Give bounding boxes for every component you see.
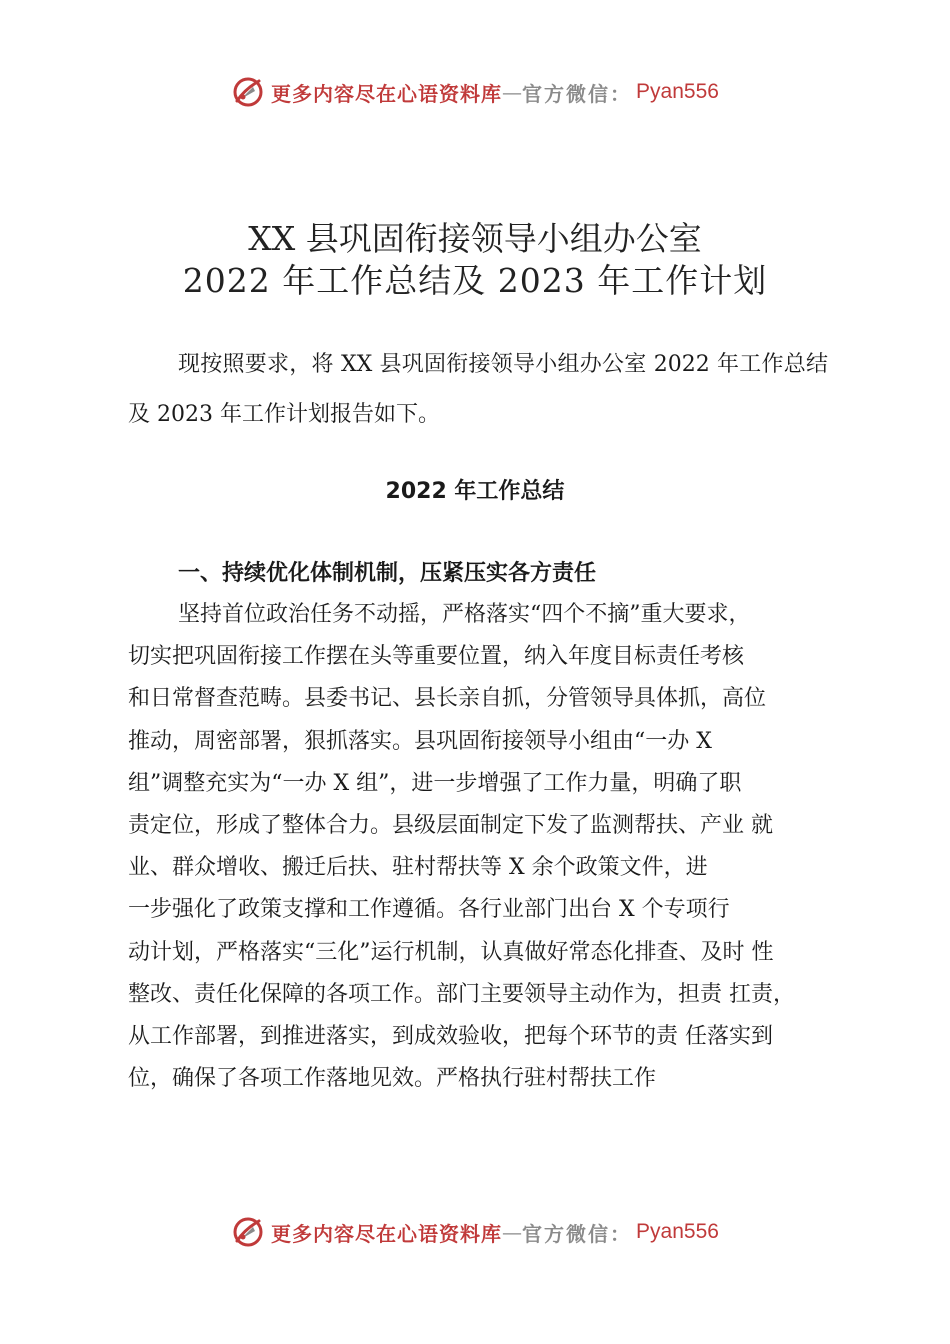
wechat-id: Pyan556 [636, 80, 719, 103]
footer-watermark [0, 1210, 950, 1254]
brush-logo-icon [231, 75, 265, 109]
subsection-body [128, 594, 834, 1100]
body-line: 和日常督查范畴。县委书记、县长亲自抓，分管领导具体抓，高位 [128, 686, 767, 712]
body-line: 业、群众增收、搬迁后扶、驻村帮扶等 X 余个政策文件，进 [128, 855, 708, 881]
wechat-label: 官方微信： [522, 1221, 633, 1246]
document-title-line2: 2022 年工作总结及 2023 年工作计划 [182, 261, 768, 300]
body-line: 一步强化了政策支撑和工作遵循。各行业部门出台 X 个专项行 [128, 897, 730, 923]
watermark-slogan: 更多内容尽在心语资料库 [271, 1221, 503, 1246]
watermark-separator: — [502, 1220, 523, 1244]
section-heading: 2022 年工作总结 [385, 479, 565, 504]
body-line: 位，确保了各项工作落地见效。严格执行驻村帮扶工作 [128, 1066, 657, 1092]
document-title-line1: XX 县巩固衔接领导小组办公室 [248, 219, 702, 258]
wechat-id: Pyan556 [636, 1220, 719, 1243]
wechat-label: 官方微信： [522, 81, 633, 106]
body-line: 整改、责任化保障的各项工作。部门主要领导主动作为，担责 扛责， [128, 981, 795, 1007]
body-line: 组”调整充实为“一办 X 组”，进一步增强了工作力量，明确了职 [128, 770, 742, 796]
brush-logo-icon [231, 1215, 265, 1249]
watermark-slogan: 更多内容尽在心语资料库 [271, 81, 503, 106]
body-line: 推动，周密部署，狠抓落实。县巩固衔接领导小组由“一办 X [128, 728, 712, 754]
intro-paragraph: 现按照要求，将 XX 县巩固衔接领导小组办公室 2022 年工作总结及 2023 年工作计划报告如下。 [128, 352, 828, 427]
header-watermark [0, 70, 950, 114]
subsection-heading: 一、持续优化体制机制，压紧压实各方责任 [178, 561, 597, 586]
body-line: 切实把巩固衔接工作摆在头等重要位置，纳入年度目标责任考核 [128, 644, 745, 670]
body-line: 坚持首位政治任务不动摇，严格落实“四个不摘”重大要求， [178, 602, 751, 627]
body-line: 责定位，形成了整体合力。县级层面制定下发了监测帮扶、产业 就 [128, 813, 773, 839]
body-line: 从工作部署，到推进落实，到成效验收，把每个环节的责 任落实到 [128, 1024, 773, 1050]
watermark-separator: — [502, 80, 523, 104]
body-line: 动计划，严格落实“三化”运行机制，认真做好常态化排查、及时 性 [128, 939, 774, 965]
